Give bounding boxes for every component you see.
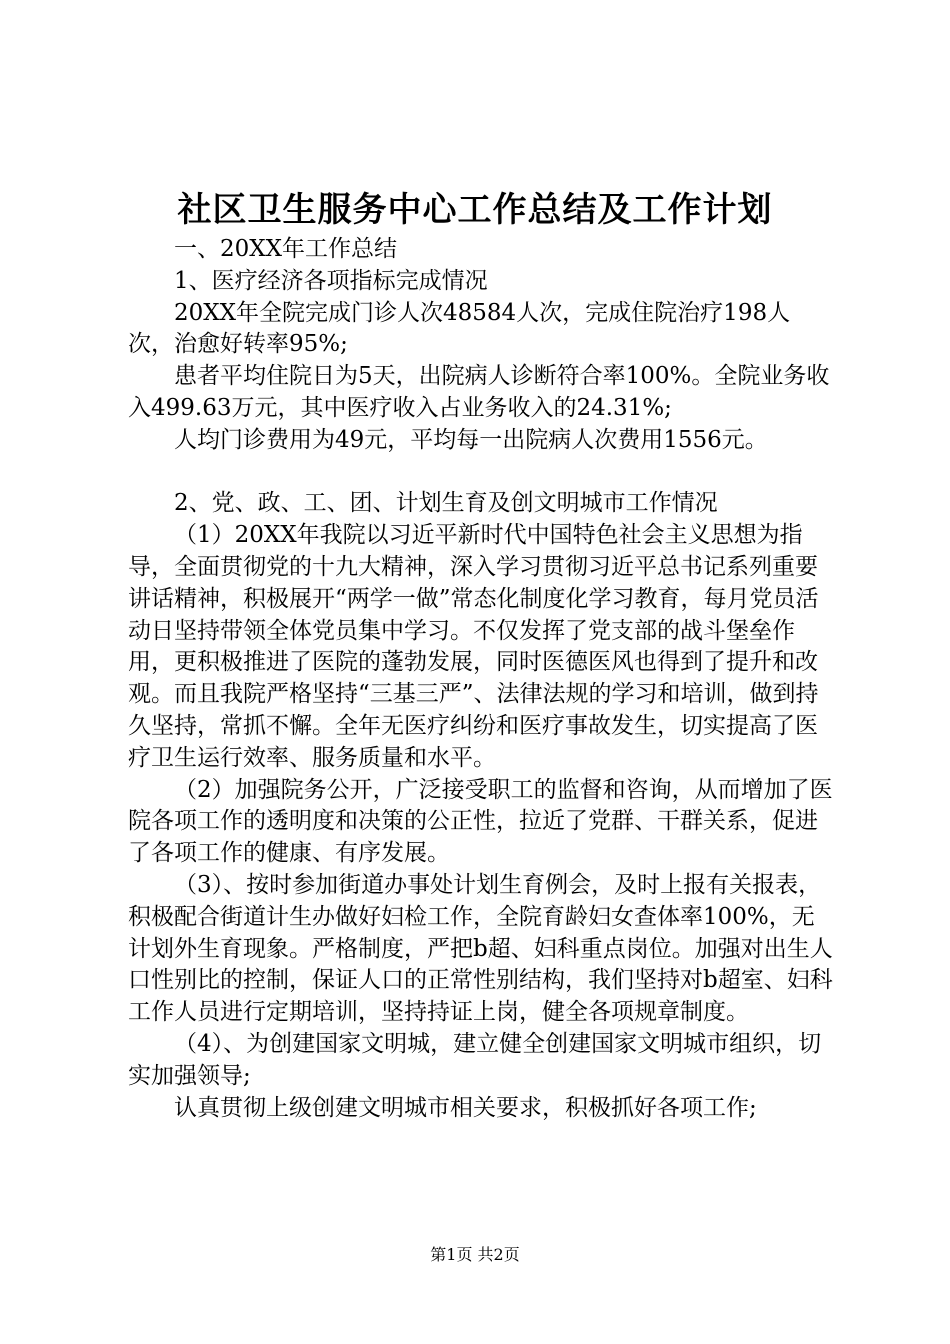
document-body [128,234,836,1124]
paragraph-item-1: （1）20XX年我院以习近平新时代中国特色社会主义思想为指导，全面贯彻党的十九大精神，深入学习贯彻习近平总书记系列重要讲话精神，积极展开“两学一做”常态化制度化学习教育，每月党员活动日坚持带领全体党员集中学习。不仅发挥了党支部的战斗堡垒作用，更积极推进了医院的蓬勃发展，同时医德医风也得到了提升和改观。而且我院严格坚持“三基三严”、法律法规的学习和培训，做到持久坚持，常抓不懈。全年无医疗纠纷和医疗事故发生，切实提高了医疗卫生运行效率、服务质量和水平。 [128,522,819,771]
section-heading-summary: 一、20XX年工作总结 [174,236,398,262]
paragraph-item-3: （3）、按时参加街道办事处计划生育例会，及时上报有关报表，积极配合街道计生办做好妇检工作，全院育龄妇女查体率100%，无计划外生育现象。严格制度，严把b超、妇科重点岗位。加强对出生人口性别比的控制，保证人口的正常性别结构，我们坚持对b超室、妇科工作人员进行定期培训，坚持持证上岗，健全各项规章制度。 [128,871,833,1026]
paragraph-item-2: （2）加强院务公开，广泛接受职工的监督和咨询，从而增加了医院各项工作的透明度和决策的公正性，拉近了党群、干群关系，促进了各项工作的健康、有序发展。 [128,776,833,867]
paragraph-outpatient-stats: 20XX年全院完成门诊人次48584人次，完成住院治疗198人次，治愈好转率95%; [128,299,791,358]
blank-line [128,457,836,489]
paragraph-inpatient-revenue: 患者平均住院日为5天，出院病人诊断符合率100%。全院业务收入499.63万元，其中医疗收入占业务收入的24.31%; [128,363,830,421]
paragraph-item-4-continued: 认真贯彻上级创建文明城市相关要求，积极抓好各项工作; [174,1094,757,1121]
subsection-heading-indicators: 1、医疗经济各项指标完成情况 [174,267,488,294]
document-title: 社区卫生服务中心工作总结及工作计划 [177,190,773,230]
subsection-heading-party-work: 2、党、政、工、团、计划生育及创文明城市工作情况 [174,490,718,517]
paragraph-average-costs: 人均门诊费用为49元，平均每一出院病人次费用1556元。 [174,426,768,453]
page-number-footer: 第1页 共2页 [430,1245,520,1264]
paragraph-item-4: （4）、为创建国家文明城，建立健全创建国家文明城市组织，切实加强领导; [128,1030,822,1089]
